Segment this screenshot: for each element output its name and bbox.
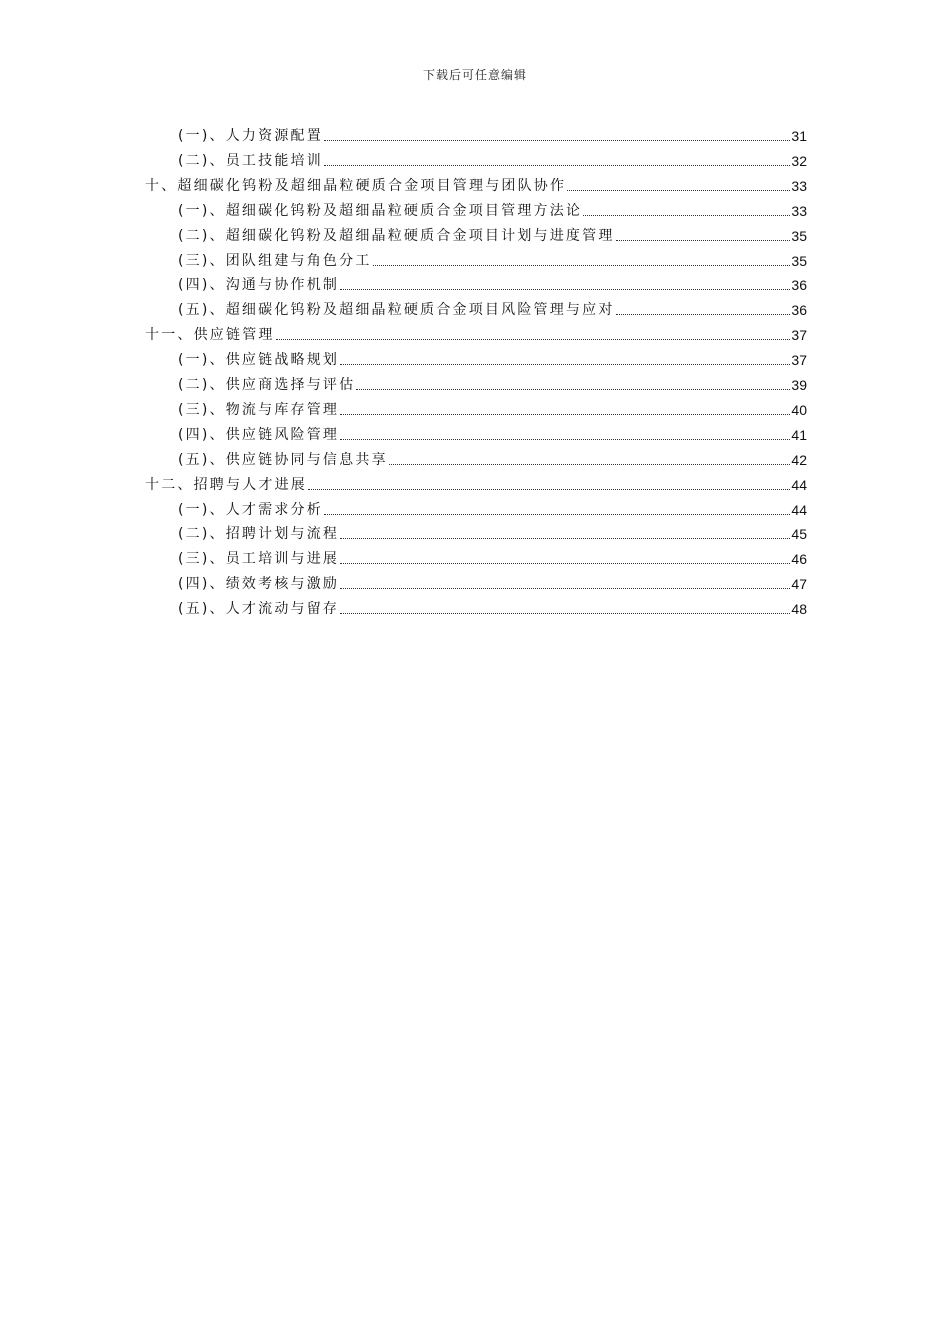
toc-entry-title: (四)、沟通与协作机制 [178,277,340,294]
toc-page-number: 45 [791,526,807,543]
toc-entry-title: (三)、团队组建与角色分工 [178,252,372,269]
toc-page-number: 37 [791,352,807,369]
toc-page-number: 36 [791,277,807,294]
toc-entry-title: (二)、供应商选择与评估 [178,377,356,393]
toc-section-entry[interactable] [178,226,807,246]
toc-entry-title: (二)、超细碳化钨粉及超细晶粒硬质合金项目计划与进度管理 [178,227,615,244]
toc-page-number: 42 [791,451,807,468]
toc-page-number: 31 [791,128,807,144]
toc-page-number: 40 [791,401,807,418]
toc-entry-title: (五)、供应链协同与信息共享 [178,451,388,468]
toc-dot-leader [616,314,790,315]
toc-dot-leader [616,240,790,241]
toc-section-entry[interactable] [178,599,807,619]
toc-page-number: 47 [791,576,807,593]
toc-dot-leader [276,339,790,340]
toc-section-entry[interactable] [178,425,807,445]
toc-dot-leader [340,289,790,290]
toc-section-entry[interactable] [178,549,807,569]
toc-section-entry[interactable] [178,400,807,420]
toc-page-number: 36 [791,302,807,319]
toc-page-number: 37 [791,327,807,344]
toc-entry-title: (五)、超细碳化钨粉及超细晶粒硬质合金项目风险管理与应对 [178,302,615,319]
toc-page-number: 39 [791,377,807,393]
toc-dot-leader [373,265,790,266]
toc-dot-leader [389,464,790,465]
toc-section-entry[interactable] [178,151,807,171]
toc-page-number: 44 [791,476,807,493]
toc-section-entry[interactable] [178,126,807,146]
toc-dot-leader [308,489,790,490]
toc-page-number: 32 [791,152,807,169]
toc-chapter-entry[interactable] [145,325,807,345]
toc-section-entry[interactable] [178,450,807,470]
toc-section-entry[interactable] [178,251,807,271]
toc-dot-leader [324,165,790,166]
toc-section-entry[interactable] [178,300,807,320]
toc-dot-leader [356,389,790,390]
toc-section-entry[interactable] [178,275,807,295]
toc-entry-title: (一)、供应链战略规划 [178,352,340,369]
toc-dot-leader [340,364,790,365]
toc-entry-title: (一)、人才需求分析 [178,501,323,518]
toc-entry-title: (三)、物流与库存管理 [178,401,340,418]
toc-entry-title: 十、超细碳化钨粉及超细晶粒硬质合金项目管理与团队协作 [145,177,567,194]
toc-entry-title: (二)、招聘计划与流程 [178,526,340,543]
toc-entry-title: (四)、供应链风险管理 [178,426,340,443]
toc-page-number: 33 [791,202,807,219]
toc-page-number: 35 [791,227,807,244]
toc-dot-leader [324,514,790,515]
toc-section-entry[interactable] [178,350,807,370]
toc-page-number: 41 [791,426,807,443]
toc-dot-leader [340,588,790,589]
toc-dot-leader [340,439,790,440]
toc-dot-leader [340,538,790,539]
toc-entry-title: (五)、人才流动与留存 [178,601,340,618]
toc-dot-leader [324,140,790,141]
toc-page-number: 44 [791,501,807,518]
toc-section-entry[interactable] [178,375,807,395]
toc-page-number: 35 [791,252,807,269]
toc-dot-leader [340,414,790,415]
toc-chapter-entry[interactable] [145,475,807,495]
toc-entry-title: (一)、人力资源配置 [178,128,323,144]
toc-dot-leader [583,215,790,216]
toc-section-entry[interactable] [178,524,807,544]
toc-entry-title: (一)、超细碳化钨粉及超细晶粒硬质合金项目管理方法论 [178,202,583,219]
toc-chapter-entry[interactable] [145,176,807,196]
toc-entry-title: (四)、绩效考核与激励 [178,576,340,593]
toc-dot-leader [340,563,790,564]
toc-section-entry[interactable] [178,500,807,520]
page-header: 下载后可任意编辑 [422,68,527,82]
toc-entry-title: (二)、员工技能培训 [178,152,323,169]
toc-section-entry[interactable] [178,574,807,594]
toc-dot-leader [567,190,790,191]
toc-entry-title: (三)、员工培训与进展 [178,551,340,568]
toc-section-entry[interactable] [178,201,807,221]
toc-entry-title: 十一、供应链管理 [145,327,275,344]
toc-page-number: 46 [791,551,807,568]
toc-page-number: 33 [791,177,807,194]
toc-page-number: 48 [791,601,807,618]
toc-entry-title: 十二、招聘与人才进展 [145,476,307,493]
toc-dot-leader [340,613,790,614]
